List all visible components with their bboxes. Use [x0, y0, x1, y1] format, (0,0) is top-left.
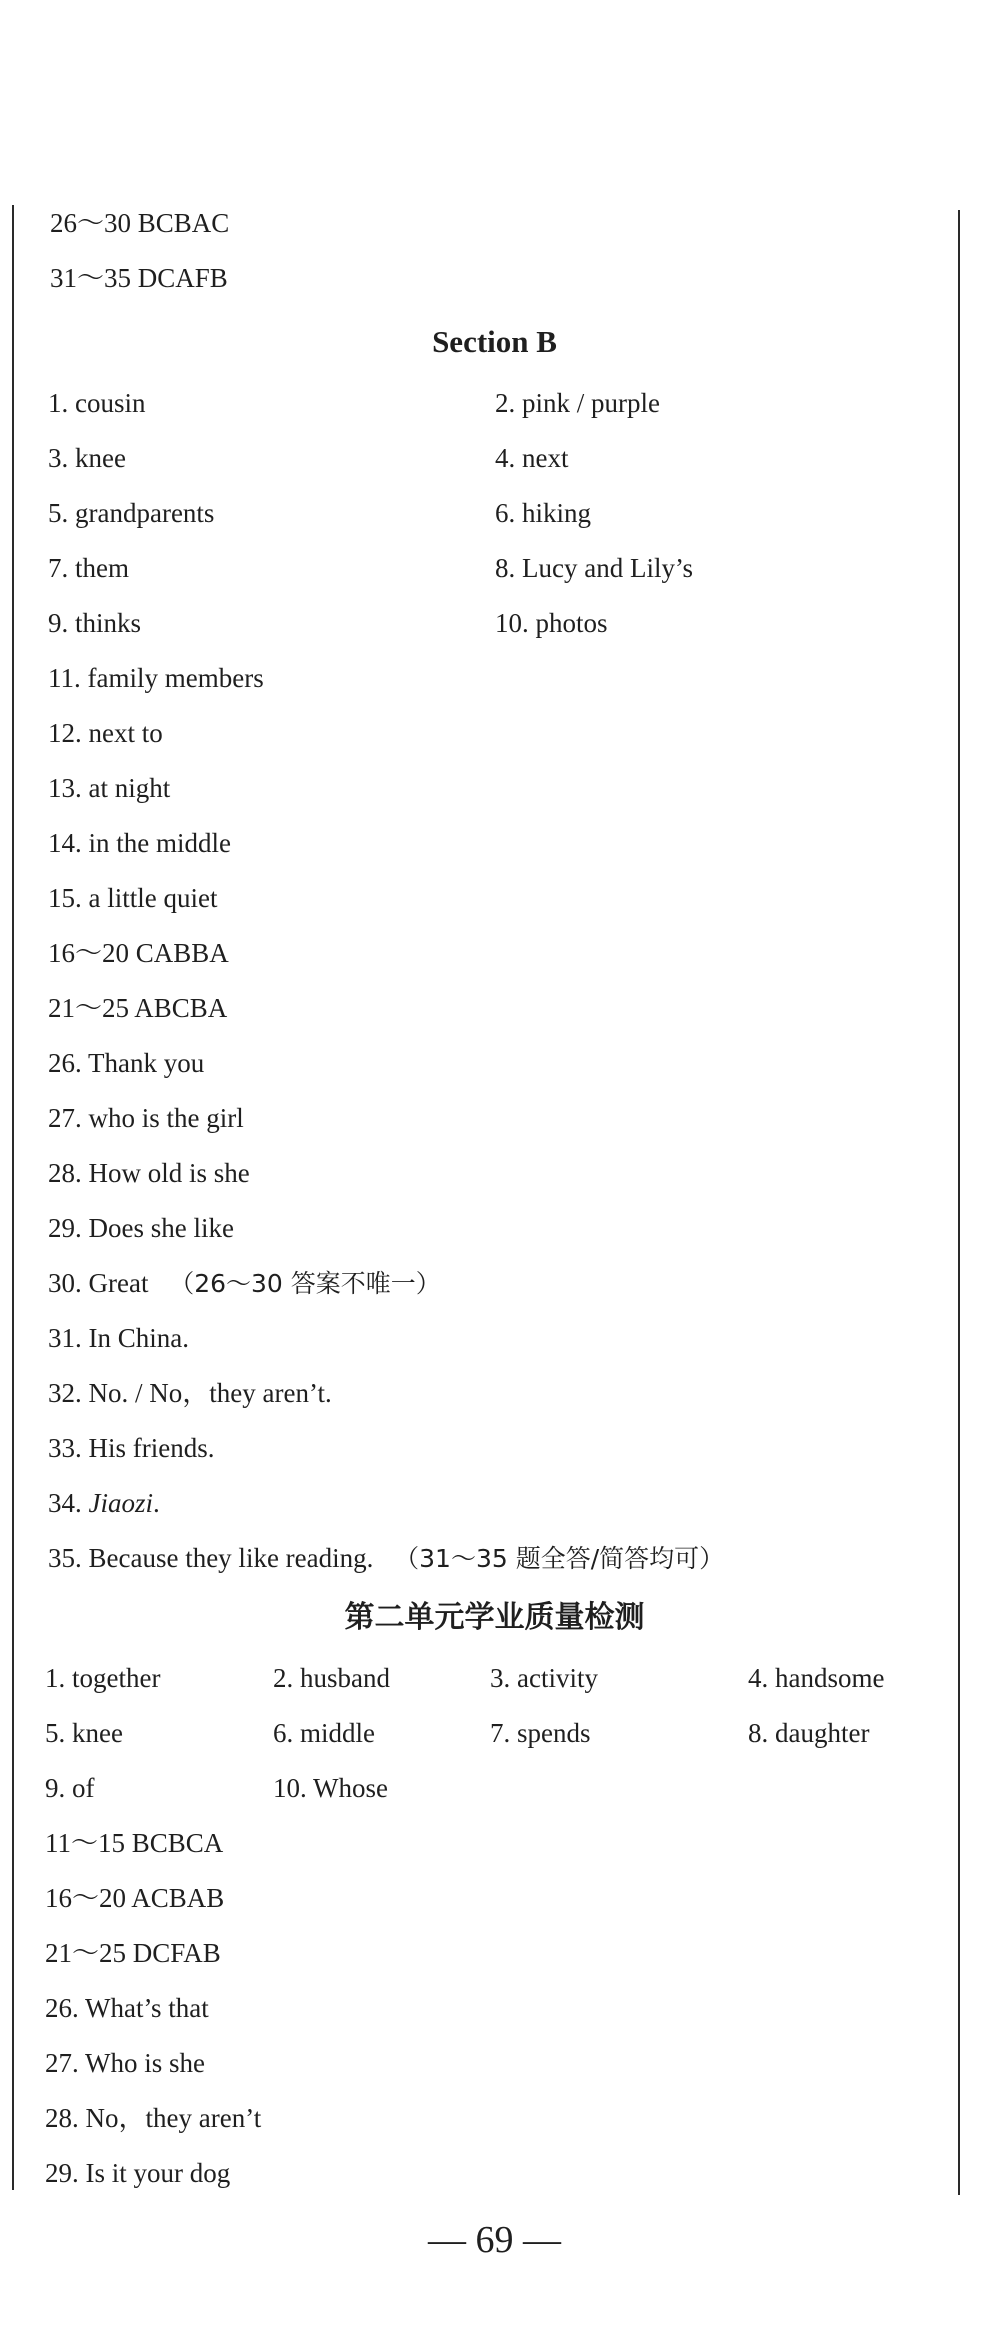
- answer-line: [48, 1541, 724, 1576]
- page-number: — 69 —: [428, 2219, 561, 2261]
- answer-line: 28. No，they aren’t: [45, 2103, 262, 2133]
- answer-line: 27. who is the girl: [48, 1103, 244, 1133]
- answer-text: 30. Great: [48, 1268, 149, 1298]
- unit2-heading: 第二单元学业质量检测: [344, 1600, 645, 1635]
- answer-number: 34.: [48, 1488, 89, 1518]
- answer-line: 31～35 DCAFB: [50, 263, 228, 293]
- answer-line: 31. In China.: [48, 1323, 189, 1353]
- answer-line: 16～20 ACBAB: [45, 1883, 225, 1913]
- answer-line: 2. husband: [273, 1663, 390, 1693]
- answer-line: 11. family members: [48, 663, 264, 693]
- answer-line: 13. at night: [48, 773, 171, 803]
- answer-line: 26～30 BCBAC: [50, 208, 230, 238]
- answer-text: 35. Because they like reading.: [48, 1543, 374, 1573]
- answer-line: 1. cousin: [48, 388, 146, 418]
- answer-line: 10. photos: [495, 608, 608, 638]
- answer-italic: Jiaozi: [88, 1488, 153, 1518]
- answer-line: 9. thinks: [48, 608, 142, 638]
- answer-line: 21～25 DCFAB: [45, 1938, 221, 1968]
- answer-line: 4. handsome: [748, 1663, 885, 1693]
- answer-line: 32. No. / No，they aren’t.: [48, 1378, 332, 1408]
- answer-line: 3. activity: [490, 1663, 598, 1693]
- answer-line: 7. them: [48, 553, 129, 583]
- answer-line: 6. middle: [273, 1718, 375, 1748]
- answer-line: 10. Whose: [273, 1773, 388, 1803]
- answer-line: [48, 1486, 160, 1520]
- answer-line: 29. Is it your dog: [45, 2158, 231, 2188]
- left-margin-rule: [12, 205, 14, 2190]
- answer-line: 33. His friends.: [48, 1433, 215, 1463]
- answer-line: 16～20 CABBA: [48, 938, 229, 968]
- answer-line: 15. a little quiet: [48, 883, 218, 913]
- answer-line: 12. next to: [48, 718, 163, 748]
- answer-line: 2. pink / purple: [495, 388, 660, 418]
- answer-line: 11～15 BCBCA: [45, 1828, 224, 1858]
- answer-line: [48, 1266, 441, 1301]
- answer-line: 6. hiking: [495, 498, 592, 528]
- answer-line: 5. grandparents: [48, 498, 215, 528]
- answer-line: 1. together: [45, 1663, 161, 1693]
- answer-line: 8. daughter: [748, 1718, 870, 1748]
- answer-period: .: [153, 1488, 160, 1518]
- answer-line: 3. knee: [48, 443, 126, 473]
- answer-note: （31～35 题全答/简答均可）: [394, 1544, 725, 1573]
- answer-line: 8. Lucy and Lily’s: [495, 553, 693, 583]
- answer-line: 21～25 ABCBA: [48, 993, 228, 1023]
- answer-line: 9. of: [45, 1773, 95, 1803]
- answer-line: 7. spends: [490, 1718, 591, 1748]
- answer-line: 28. How old is she: [48, 1158, 250, 1188]
- answer-line: 4. next: [495, 443, 569, 473]
- answer-line: 26. Thank you: [48, 1048, 205, 1078]
- answer-line: 26. What’s that: [45, 1993, 209, 2023]
- answer-line: 14. in the middle: [48, 828, 231, 858]
- answer-line: 27. Who is she: [45, 2048, 205, 2078]
- answer-line: 29. Does she like: [48, 1213, 234, 1243]
- section-b-heading: Section B: [432, 324, 557, 359]
- answer-line: 5. knee: [45, 1718, 123, 1748]
- right-margin-rule: [958, 210, 960, 2195]
- answer-note: （26～30 答案不唯一）: [169, 1269, 441, 1298]
